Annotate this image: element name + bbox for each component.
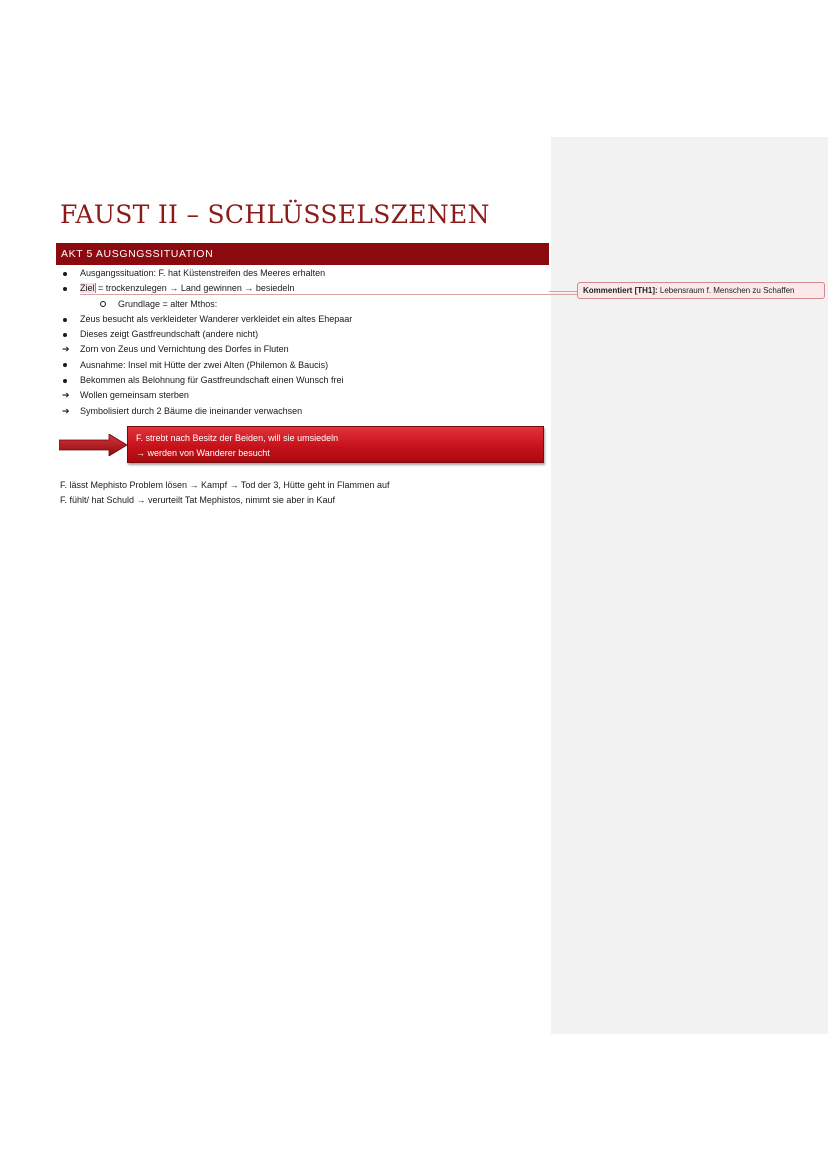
list-item: Bekommen als Belohnung für Gastfreundschaft einen Wunsch frei xyxy=(60,373,540,388)
comment-balloon[interactable] xyxy=(577,282,825,299)
document-title: FAUST II – SCHLÜSSELSZENEN xyxy=(60,200,490,229)
section-heading: AKT 5 AUSGNGSSITUATION xyxy=(56,243,549,265)
callout-box xyxy=(127,426,544,463)
arrow-right-icon: ➔ xyxy=(62,390,70,401)
circle-bullet-icon xyxy=(100,297,114,312)
list-item: Grundlage = alter Mthos: xyxy=(60,297,540,312)
arrow-right-icon: ➔ xyxy=(62,344,70,355)
commented-text-highlight[interactable]: Ziel xyxy=(80,283,95,294)
list-item: ➔ Symbolisiert durch 2 Bäume die ineinander verwachsen xyxy=(60,404,540,419)
list-item: Ausnahme: Insel mit Hütte der zwei Alten (Philemon & Baucis) xyxy=(60,358,540,373)
bullet-icon xyxy=(62,358,76,373)
callout-line: F. strebt nach Besitz der Beiden, will sie umsiedeln xyxy=(136,433,339,443)
list-item: Ausgangssituation: F. hat Küstenstreifen des Meeres erhalten xyxy=(60,266,540,281)
paragraph: F. lässt Mephisto Problem lösen → Kampf → Tod der 3, Hütte geht in Flammen auf xyxy=(60,480,390,490)
list-item: Dieses zeigt Gastfreundschaft (andere nicht) xyxy=(60,327,540,342)
comment-pane xyxy=(551,137,828,1034)
list-item: ➔ Wollen gemeinsam sterben xyxy=(60,388,540,403)
list-item: Ziel = trockenzulegen → Land gewinnen → besiedeln xyxy=(60,281,540,296)
bullet-list xyxy=(60,266,540,419)
comment-text: Lebensraum f. Menschen zu Schaffen xyxy=(659,286,795,295)
arrow-right-icon: ➔ xyxy=(62,405,70,416)
bullet-icon xyxy=(62,327,76,342)
block-arrow-icon xyxy=(59,434,129,456)
comment-connector-line xyxy=(549,291,577,292)
paragraph: F. fühlt/ hat Schuld → verurteilt Tat Mephistos, nimmt sie aber in Kauf xyxy=(60,495,335,505)
comment-label: Kommentiert [TH1]: xyxy=(583,286,658,295)
list-item: Zeus besucht als verkleideter Wanderer verkleidet ein altes Ehepaar xyxy=(60,312,540,327)
bullet-icon xyxy=(62,312,76,327)
callout-line: → werden von Wanderer besucht xyxy=(136,448,270,458)
list-item: ➔ Zorn von Zeus und Vernichtung des Dorfes in Fluten xyxy=(60,342,540,357)
bullet-icon xyxy=(62,281,76,296)
bullet-icon xyxy=(62,373,76,388)
bullet-icon xyxy=(62,266,76,281)
comment-connector-line xyxy=(80,294,577,295)
